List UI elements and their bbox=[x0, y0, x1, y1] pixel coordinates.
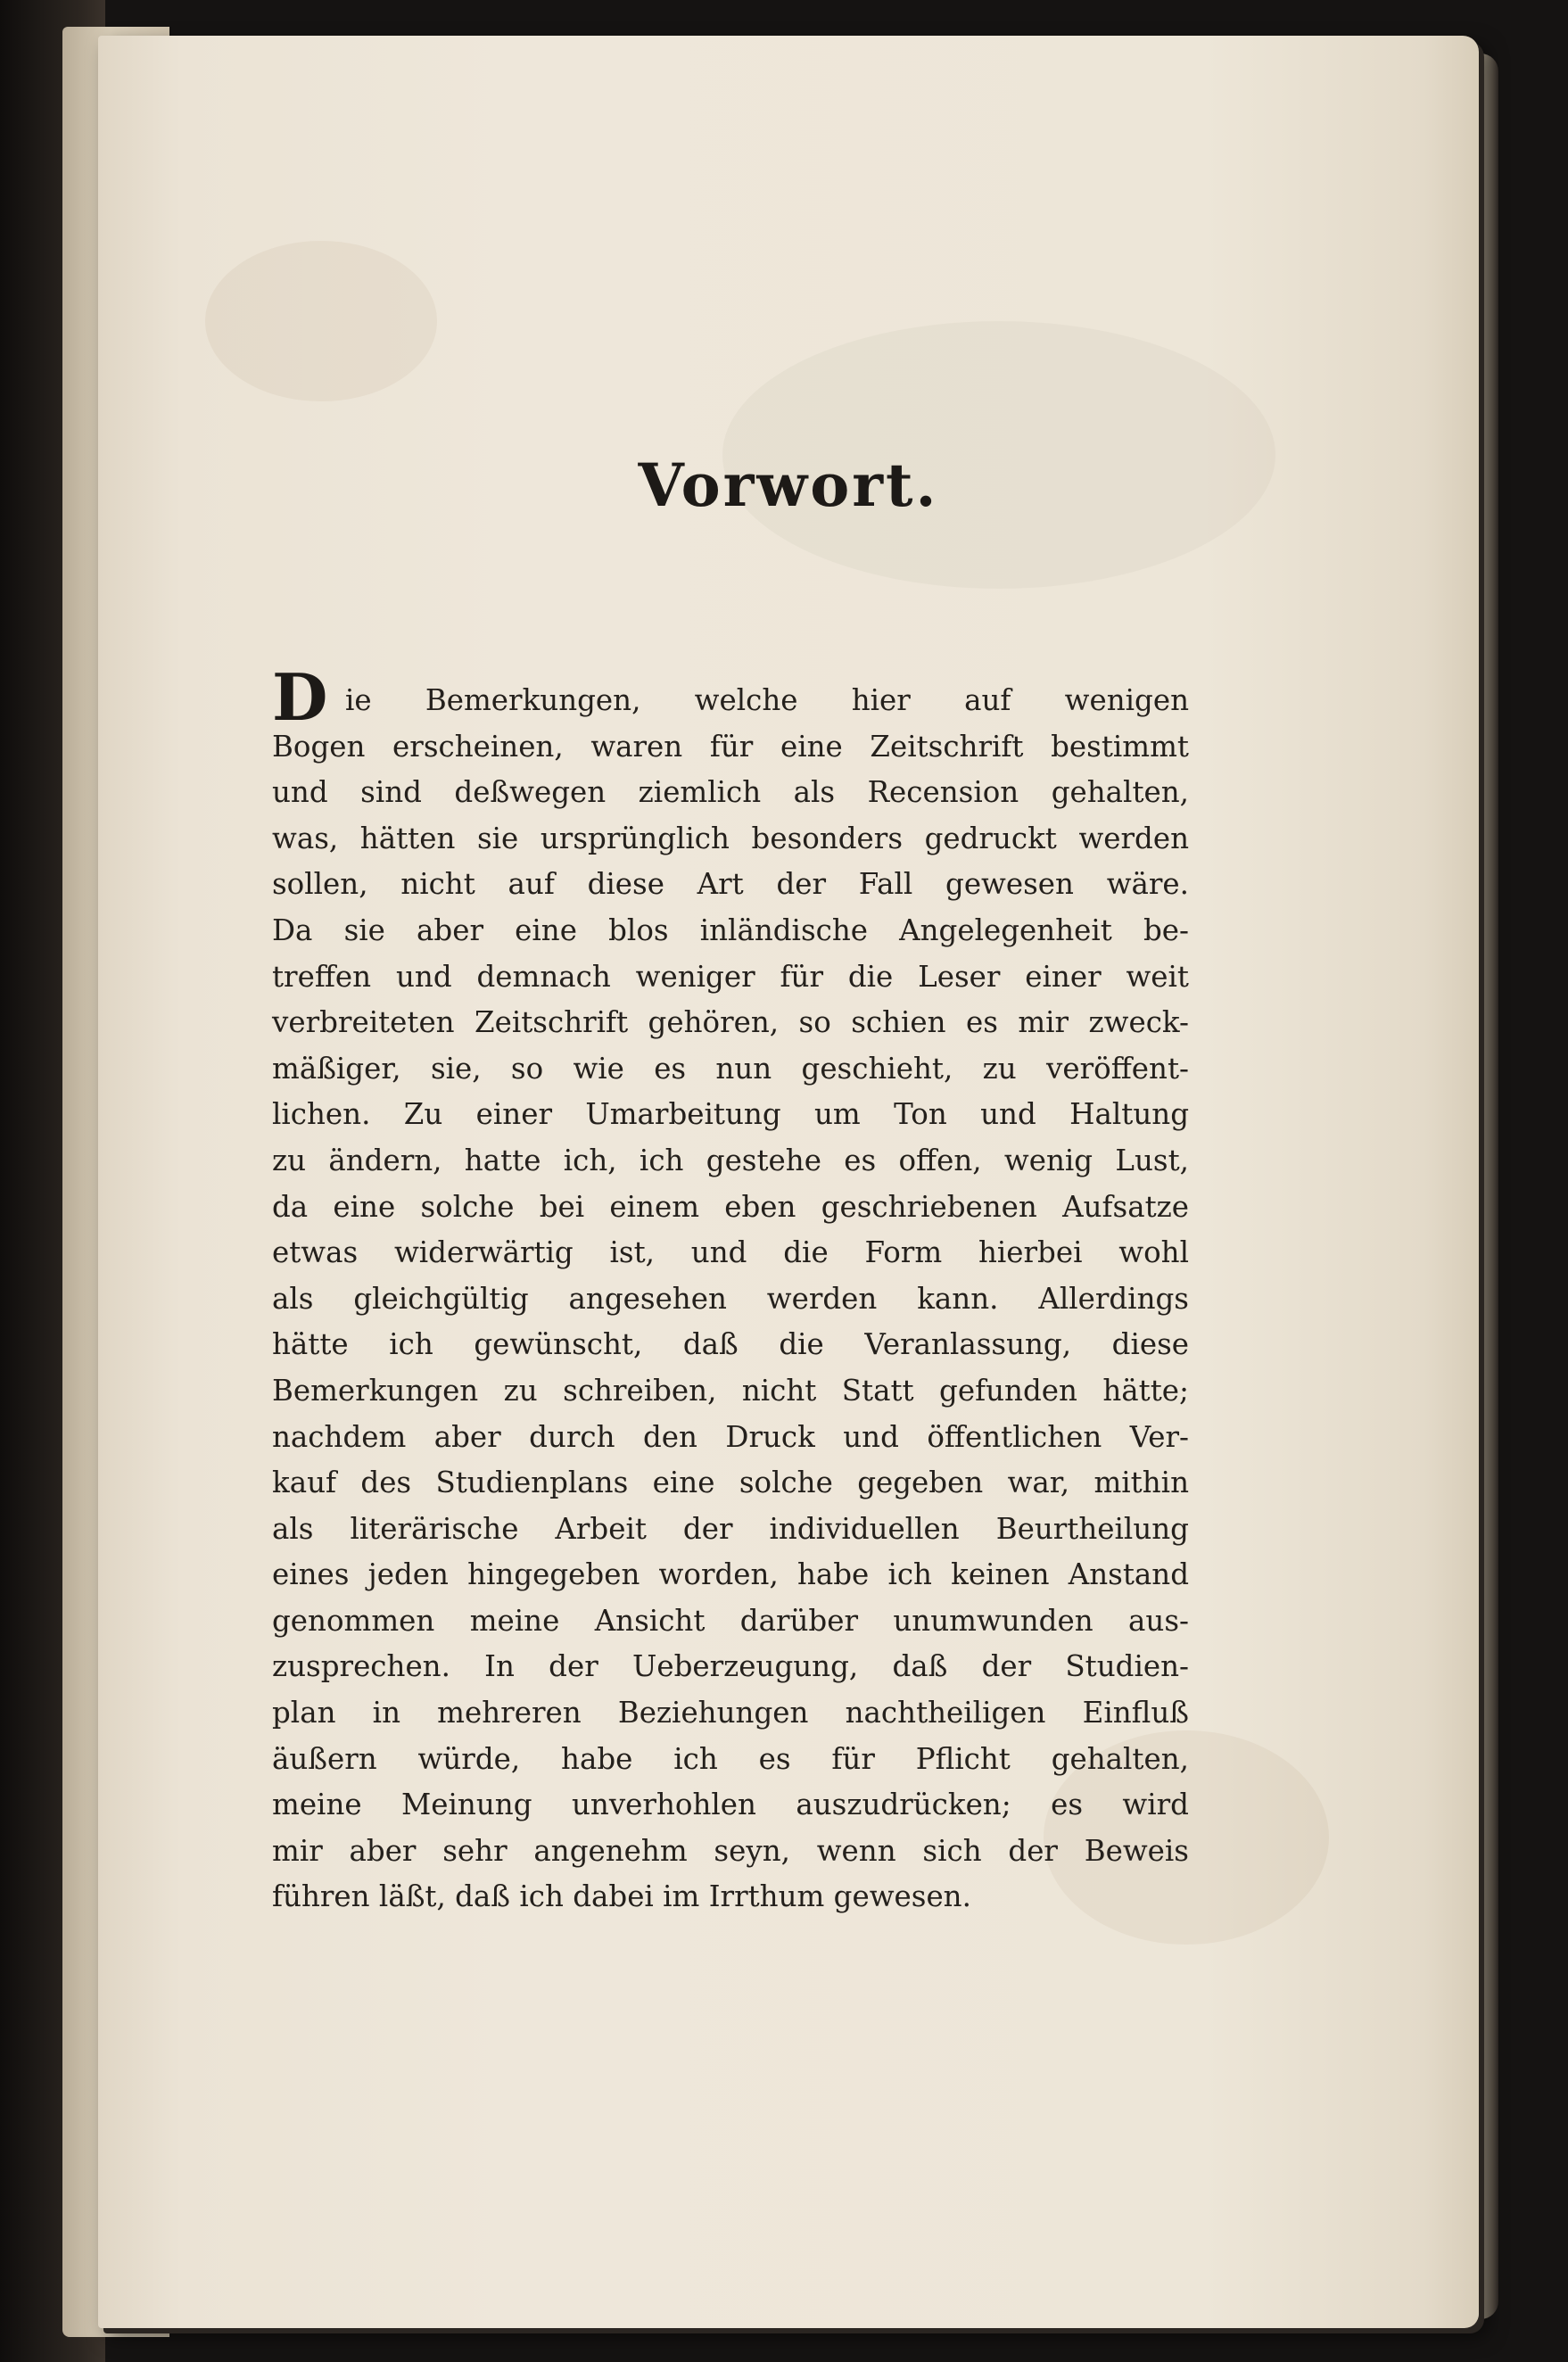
text-line: äußern würde, habe ich es für Pflicht gehalten, bbox=[272, 1741, 1189, 1776]
text-line: mäßiger, sie, so wie es nun geschieht, zu veröffent- bbox=[272, 1051, 1189, 1086]
text-line: Bogen erscheinen, waren für eine Zeitschrift bestimmt bbox=[272, 729, 1189, 764]
text-line: nachdem aber durch den Druck und öffentlichen Ver- bbox=[272, 1419, 1189, 1454]
text-line: eines jeden hingegeben worden, habe ich keinen Anstand bbox=[272, 1557, 1189, 1592]
text-line: zusprechen. In der Ueberzeugung, daß der Studien- bbox=[272, 1649, 1189, 1684]
text-line: treffen und demnach weniger für die Leser einer weit bbox=[272, 959, 1189, 994]
text-line: etwas widerwärtig ist, und die Form hierbei wohl bbox=[272, 1235, 1189, 1270]
text-line: genommen meine Ansicht darüber unumwunden aus- bbox=[272, 1603, 1189, 1638]
page-heading: Vorwort. bbox=[638, 450, 939, 520]
text-line: sollen, nicht auf diese Art der Fall gewesen wäre. bbox=[272, 867, 1189, 902]
text-line: Da sie aber eine blos inländische Angelegenheit be- bbox=[272, 913, 1189, 947]
drop-initial: D bbox=[272, 659, 328, 735]
text-line: hätte ich gewünscht, daß die Veranlassung, diese bbox=[272, 1327, 1189, 1362]
paper-stain bbox=[205, 241, 437, 401]
text-line: verbreiteten Zeitschrift gehören, so schien es mir zweck- bbox=[272, 1005, 1189, 1040]
text-line: lichen. Zu einer Umarbeitung um Ton und Haltung bbox=[272, 1097, 1189, 1132]
text-line: zu ändern, hatte ich, ich gestehe es offen, wenig Lust, bbox=[272, 1143, 1189, 1177]
text-line: was, hätten sie ursprünglich besonders gedruckt werden bbox=[272, 821, 1189, 855]
text-line: mir aber sehr angenehm seyn, wenn sich der Beweis bbox=[272, 1833, 1189, 1868]
text-line: D ie Bemerkungen, welche hier auf wenigen bbox=[272, 659, 1189, 735]
text-line: kauf des Studienplans eine solche gegeben war, mithin bbox=[272, 1466, 1189, 1500]
text-line: und sind deßwegen ziemlich als Recension gehalten, bbox=[272, 775, 1189, 810]
text-line: als literärische Arbeit der individuellen Beurtheilung bbox=[272, 1511, 1189, 1546]
text-line: plan in mehreren Beziehungen nachtheiligen Einfluß bbox=[272, 1696, 1189, 1730]
preface-text bbox=[272, 659, 1189, 1920]
text-line: als gleichgültig angesehen werden kann. Allerdings bbox=[272, 1281, 1189, 1316]
text-line: da eine solche bei einem eben geschriebenen Aufsatze bbox=[272, 1189, 1189, 1224]
text-line: führen läßt, daß ich dabei im Irrthum gewesen. bbox=[272, 1879, 971, 1914]
text-line: Bemerkungen zu schreiben, nicht Statt gefunden hätte; bbox=[272, 1373, 1189, 1408]
text-line: meine Meinung unverhohlen auszudrücken; es wird bbox=[272, 1788, 1189, 1822]
